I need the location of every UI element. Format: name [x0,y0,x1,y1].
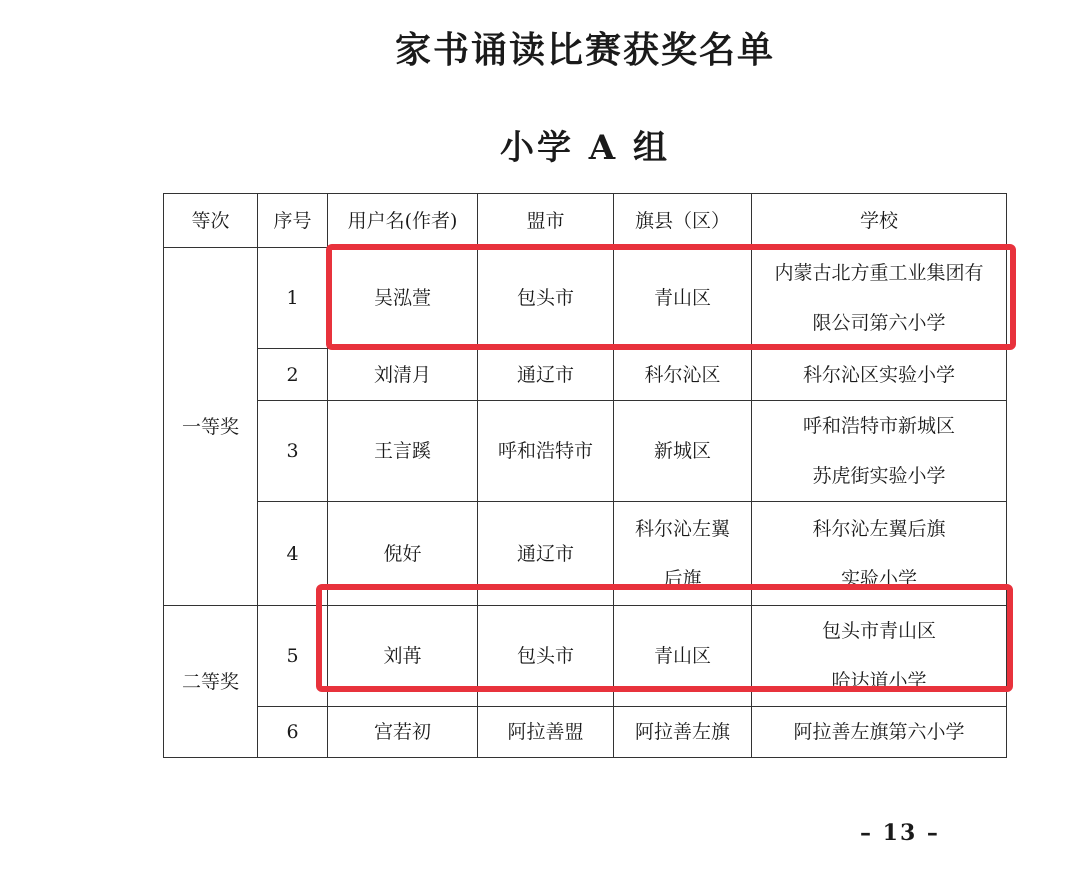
school-cell: 阿拉善左旗第六小学 [752,707,1007,758]
city-cell: 包头市 [478,248,614,349]
header-county: 旗县（区） [614,194,752,248]
row-number: 2 [258,349,328,401]
school-cell: 科尔沁区实验小学 [752,349,1007,401]
row-number: 5 [258,606,328,707]
author-name: 宫若初 [328,707,478,758]
award-level-cell: 一等奖 [164,248,258,606]
table-row [164,707,1007,758]
county-cell: 青山区 [614,248,752,349]
county-cell: 科尔沁左翼 后旗 [614,502,752,606]
county-cell: 新城区 [614,401,752,502]
author-name: 刘清月 [328,349,478,401]
header-number: 序号 [258,194,328,248]
city-cell: 通辽市 [478,349,614,401]
city-cell: 阿拉善盟 [478,707,614,758]
county-cell: 青山区 [614,606,752,707]
school-cell: 内蒙古北方重工业集团有 限公司第六小学 [752,248,1007,349]
table-header-row [164,194,1007,248]
row-number: 4 [258,502,328,606]
city-cell: 呼和浩特市 [478,401,614,502]
school-cell: 呼和浩特市新城区 苏虎街实验小学 [752,401,1007,502]
header-school: 学校 [752,194,1007,248]
highlight-box-row-1 [326,244,1016,350]
row-number: 6 [258,707,328,758]
row-number: 3 [258,401,328,502]
school-cell: 包头市青山区 哈达道小学 [752,606,1007,707]
award-level-cell: 二等奖 [164,606,258,758]
author-name: 刘苒 [328,606,478,707]
table-row [164,401,1007,502]
group-subtitle: 小学 A 组 [499,128,671,168]
row-number: 1 [258,248,328,349]
document-title: 家书诵读比赛获奖名单 [394,29,775,71]
school-cell: 科尔沁左翼后旗 实验小学 [752,502,1007,606]
city-cell: 包头市 [478,606,614,707]
city-cell: 通辽市 [478,502,614,606]
author-name: 王言蹊 [328,401,478,502]
county-cell: 阿拉善左旗 [614,707,752,758]
table-row [164,349,1007,401]
header-author: 用户名(作者) [328,194,478,248]
page-number: – 13 – [860,820,940,846]
header-rank: 等次 [164,194,258,248]
county-cell: 科尔沁区 [614,349,752,401]
author-name: 吴泓萱 [328,248,478,349]
highlight-box-row-5 [316,584,1013,692]
author-name: 倪好 [328,502,478,606]
header-city: 盟市 [478,194,614,248]
